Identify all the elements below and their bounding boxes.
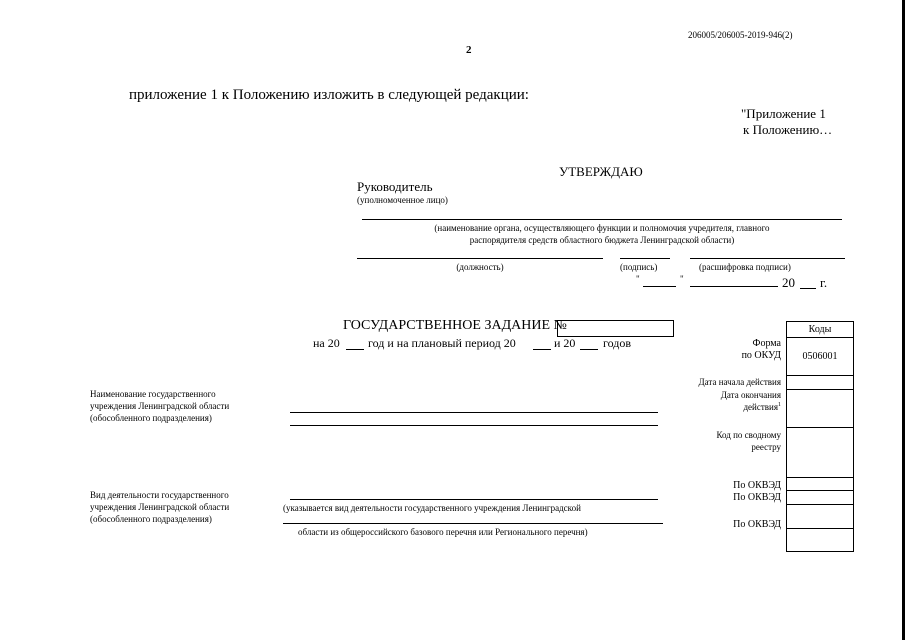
period-suffix: годов	[603, 336, 632, 350]
task-number-box	[557, 320, 674, 337]
registry-line2: реестру	[751, 442, 781, 452]
year-prefix: 20	[782, 275, 795, 290]
activity-type-label	[90, 489, 229, 525]
period-mid1: год и на плановый период 20	[368, 336, 516, 350]
end-date-footnote: 1	[778, 402, 781, 408]
okved-cell-1[interactable]	[787, 477, 853, 490]
page-number: 2	[466, 44, 472, 56]
end-date-line1: Дата окончания	[720, 390, 781, 400]
position-line	[357, 258, 603, 259]
end-date-text: действия	[743, 402, 778, 412]
year-line	[800, 288, 816, 289]
okved-cell-3[interactable]	[787, 504, 853, 528]
head-label: Руководитель	[357, 179, 433, 194]
institution-name-line-b[interactable]	[290, 425, 658, 426]
appendix-ref-line2: к Положению…	[743, 122, 833, 137]
organ-caption-line1: (наименование органа, осуществляющего функции и полномочия учредителя, главного	[434, 223, 770, 233]
date-quote-close: "	[680, 274, 684, 284]
period-year1-line	[346, 349, 364, 350]
institution-name-line-a[interactable]	[290, 412, 658, 413]
month-line	[690, 286, 778, 287]
decode-caption: (расшифровка подписи)	[699, 262, 791, 272]
signature-line	[620, 258, 670, 259]
institution-name-line3: (обособленного подразделения)	[90, 413, 212, 423]
organ-caption-line2: распорядителя средств областного бюджета Ленинградской области)	[469, 235, 735, 245]
period-year3-line	[580, 349, 598, 350]
end-date-cell[interactable]	[787, 389, 853, 427]
okved-label-2: По ОКВЭД	[733, 492, 781, 503]
okud-code-cell: 0506001	[787, 337, 853, 375]
position-caption: (должность)	[456, 262, 504, 272]
institution-name-line2: учреждения Ленинградской области	[90, 401, 230, 411]
intro-text: приложение 1 к Положению изложить в следующей редакции:	[129, 87, 529, 103]
date-quote-open: "	[636, 274, 640, 284]
start-date-cell[interactable]	[787, 375, 853, 389]
okved-cell-2[interactable]	[787, 490, 853, 504]
okved-label-1: По ОКВЭД	[733, 480, 781, 491]
authorized-label: (уполномоченное лицо)	[357, 195, 448, 205]
appendix-ref-line1: "Приложение 1	[741, 106, 826, 121]
form-label-line2: по ОКУД	[741, 350, 781, 361]
start-date-label: Дата начала действия	[698, 377, 781, 387]
registry-code-cell[interactable]	[787, 427, 853, 477]
okved-cell-4[interactable]	[787, 528, 853, 551]
organ-line	[362, 219, 842, 220]
institution-name-label	[90, 388, 229, 424]
period-prefix: на 20	[313, 336, 340, 350]
codes-header: Коды	[808, 324, 832, 335]
okved-label-3: По ОКВЭД	[733, 519, 781, 530]
activity-line2: учреждения Ленинградской области	[90, 502, 230, 512]
end-date-line2	[640, 402, 781, 412]
task-title: ГОСУДАРСТВЕННОЕ ЗАДАНИЕ №	[343, 318, 567, 333]
institution-name-line1: Наименование государственного	[90, 389, 216, 399]
period-year2-line	[533, 349, 551, 350]
form-label-line1: Форма	[752, 338, 781, 349]
period-mid2: и 20	[554, 336, 576, 350]
approval-title: УТВЕРЖДАЮ	[559, 164, 643, 179]
signature-caption: (подпись)	[620, 262, 658, 272]
registry-line1: Код по сводному	[716, 430, 781, 440]
year-suffix: г.	[820, 275, 828, 290]
activity-caption-line2: области из общероссийского базового перечня или Регионального перечня)	[298, 527, 588, 537]
activity-line3: (обособленного подразделения)	[90, 514, 212, 524]
day-line	[643, 286, 676, 287]
activity-caption-line1: (указывается вид деятельности государственного учреждения Ленинградской	[283, 503, 581, 513]
activity-line1: Вид деятельности государственного	[90, 490, 229, 500]
activity-line-a[interactable]	[290, 499, 658, 500]
codes-table	[786, 321, 854, 552]
decode-line	[690, 258, 845, 259]
document-code: 206005/206005-2019-946(2)	[688, 30, 793, 40]
activity-line-b[interactable]	[283, 523, 663, 524]
